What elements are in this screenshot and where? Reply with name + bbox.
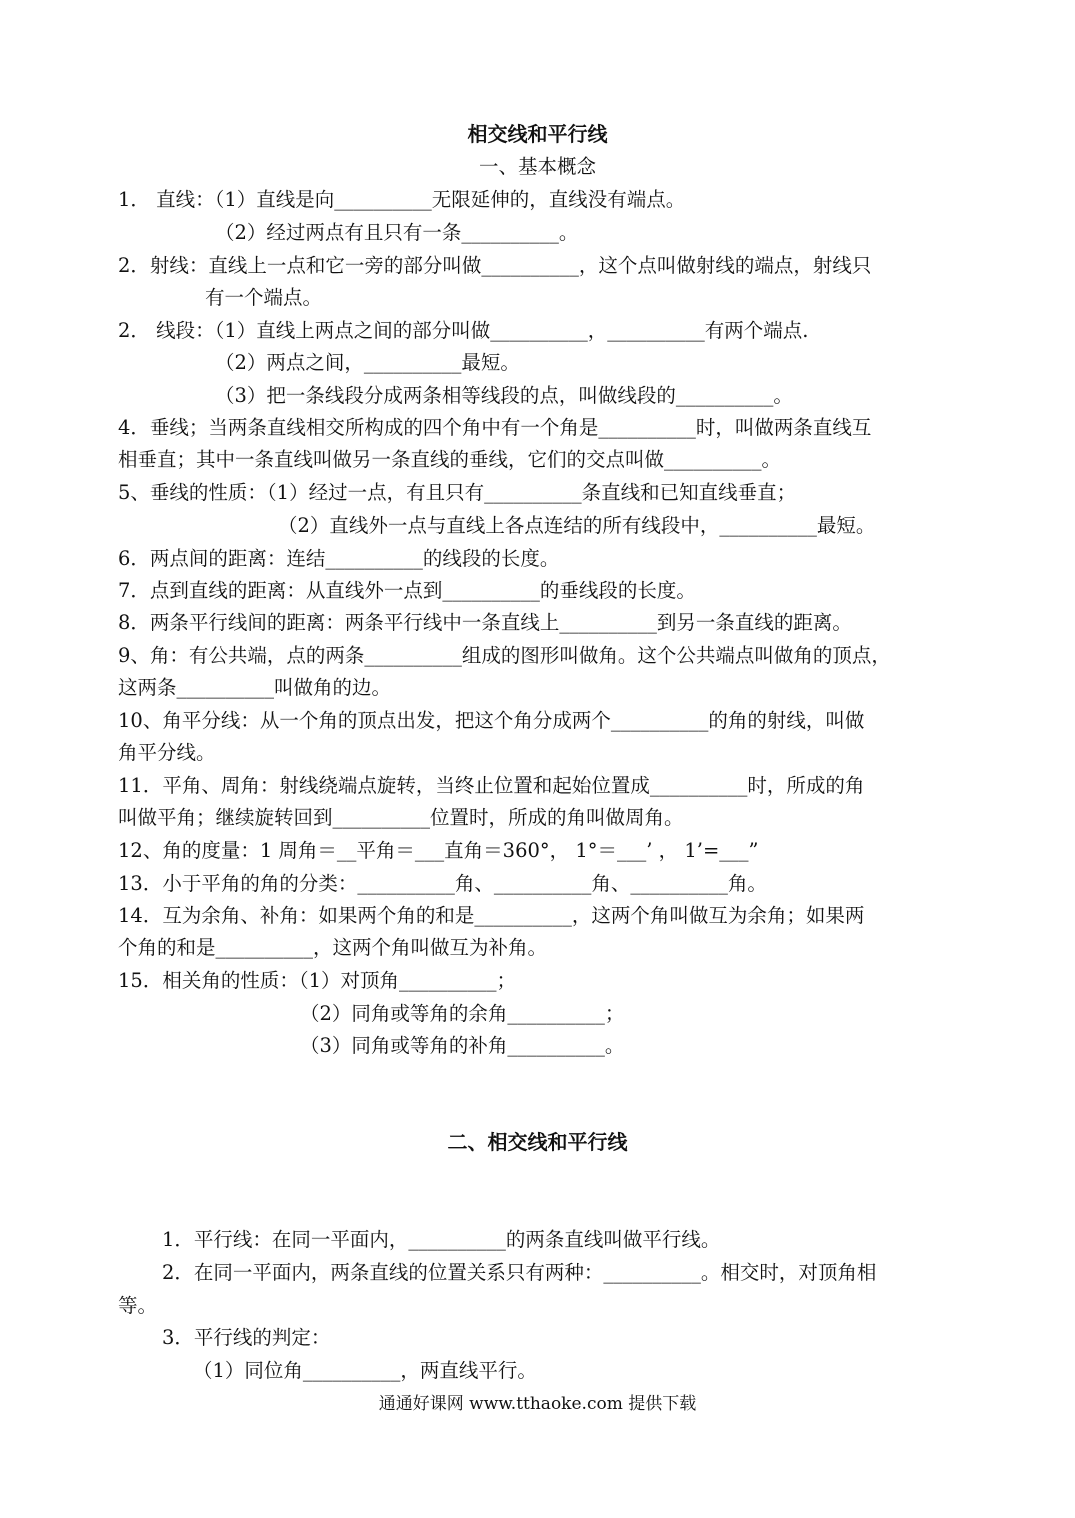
- text-line: 10、角平分线：从一个角的顶点出发，把这个角分成两个__________的角的射线，叫做: [118, 709, 865, 732]
- text-line: 1． 直线：（1）直线是向__________无限延伸的，直线没有端点。: [118, 188, 686, 211]
- text-line: 5、垂线的性质：（1）经过一点，有且只有__________条直线和已知直线垂直；: [118, 481, 797, 504]
- section-heading-basic-concepts: 一、基本概念: [478, 155, 596, 178]
- page-title: 相交线和平行线: [467, 122, 608, 146]
- text-line: 个角的和是__________，这两个角叫做互为补角。: [118, 936, 548, 959]
- text-line: 1．平行线：在同一平面内，__________的两条直线叫做平行线。: [162, 1228, 721, 1251]
- text-line: 4．垂线；当两条直线相交所构成的四个角中有一个角是__________时，叫做两条直线互: [118, 416, 872, 439]
- text-line: （2）直线外一点与直线上各点连结的所有线段中，__________最短。: [278, 514, 876, 537]
- text-line: 13．小于平角的角的分类：__________角、__________角、__________角。: [118, 872, 767, 895]
- text-line: 叫做平角；继续旋转回到__________位置时，所成的角叫做周角。: [118, 806, 684, 829]
- text-line: 等。: [118, 1294, 158, 1317]
- section-heading-intersecting-parallel: 二、相交线和平行线: [447, 1130, 628, 1154]
- text-line: （3）把一条线段分成两条相等线段的点，叫做线段的__________。: [215, 384, 793, 407]
- text-line: 2．在同一平面内，两条直线的位置关系只有两种：__________。相交时，对顶角相: [162, 1261, 877, 1284]
- text-line: 15．相关角的性质：（1）对顶角__________；: [118, 969, 516, 992]
- text-line: 这两条__________叫做角的边。: [118, 676, 392, 699]
- text-line: 3．平行线的判定：: [162, 1326, 331, 1349]
- text-line: 2．射线：直线上一点和它一旁的部分叫做__________，这个点叫做射线的端点，射线只: [118, 254, 872, 277]
- text-line: 12、角的度量：1 周角＝__平角＝___直角＝360°， 1°＝___’ ， 1’=___”: [118, 839, 759, 862]
- text-line: 6．两点间的距离：连结__________的线段的长度。: [118, 547, 560, 570]
- page-footer: 通通好课网 www.tthaoke.com 提供下载: [378, 1394, 697, 1414]
- text-line: 14．互为余角、补角：如果两个角的和是__________，这两个角叫做互为余角；如果两: [118, 904, 865, 927]
- text-line: （2）同角或等角的余角__________；: [300, 1002, 625, 1025]
- text-line: 7．点到直线的距离：从直线外一点到__________的垂线段的长度。: [118, 579, 696, 602]
- text-line: （3）同角或等角的补角__________。: [300, 1034, 625, 1057]
- text-line: 9、角：有公共端，点的两条__________组成的图形叫做角。这个公共端点叫做角的顶点，: [118, 644, 891, 667]
- text-line: （2）经过两点有且只有一条__________。: [215, 221, 579, 244]
- text-line: 2． 线段：（1）直线上两点之间的部分叫做__________，__________有两个端点.: [118, 319, 809, 342]
- text-line: 有一个端点。: [205, 286, 323, 309]
- text-line: 11．平角、周角：射线绕端点旋转，当终止位置和起始位置成__________时，所成的角: [118, 774, 865, 797]
- text-line: 相垂直；其中一条直线叫做另一条直线的垂线，它们的交点叫做__________。: [118, 448, 782, 471]
- text-line: （1）同位角__________，两直线平行。: [193, 1359, 537, 1382]
- text-line: 角平分线。: [118, 741, 216, 764]
- text-line: （2）两点之间，__________最短。: [215, 351, 520, 374]
- text-line: 8．两条平行线间的距离：两条平行线中一条直线上__________到另一条直线的距离。: [118, 611, 852, 634]
